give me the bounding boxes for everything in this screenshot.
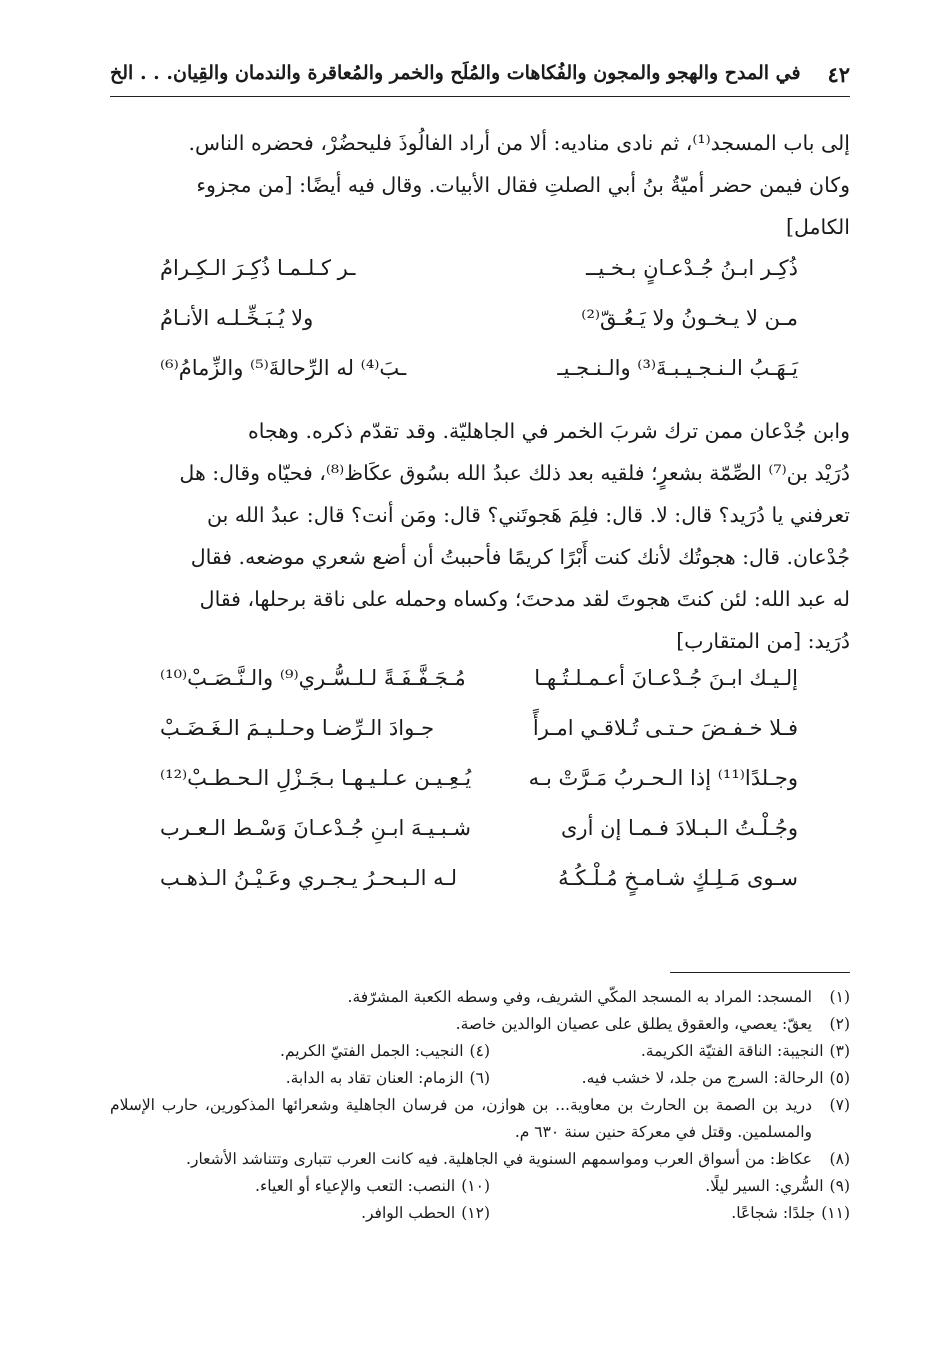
second-hemistich: جـوادَ الـرِّضـا وحـلـيـمَ الـغَـضَـبْ	[160, 716, 435, 740]
second-hemistich: ـبَ⁽⁴⁾ له الرِّحالةَ⁽⁵⁾ والزِّمامُ⁽⁶⁾	[160, 356, 407, 380]
footnote-separator	[670, 972, 850, 973]
first-hemistich: إلـيـك ابـنَ جُـدْعـانَ أعـمـلـتُـهـا	[534, 666, 798, 690]
footnote-text: النجيبة: الناقة الفتيّة الكريمة.	[640, 1042, 824, 1060]
footnote-text: الرحالة: السرج من جلد، لا خشب فيه.	[581, 1069, 824, 1087]
footnote-number: (٥)	[829, 1069, 850, 1087]
footnote-10	[255, 1173, 490, 1200]
footnote-6	[286, 1065, 490, 1092]
footnote-number: (٨)	[829, 1150, 850, 1168]
poem-2	[160, 666, 798, 916]
footnote-number: (٧)	[829, 1096, 850, 1114]
footnote-8	[110, 1146, 850, 1173]
footnote-pair-3-4	[110, 1038, 850, 1065]
prose-line: وابن جُدْعان ممن ترك شربَ الخمر في الجاهليّة. وقد تقدّم ذكره. وهجاه	[248, 419, 850, 443]
first-hemistich: يَـهَـبُ الـنـجـيـبـةَ⁽³⁾ والـنـجـيـ	[557, 356, 798, 380]
footnote-4	[280, 1038, 490, 1065]
footnote-text: النصب: التعب والإعياء أو العياء.	[255, 1177, 456, 1195]
first-hemistich: سـوى مَـلِـكٍ شـامـخٍ مُـلْـكُـهُ	[558, 866, 798, 890]
page-number: ٤٢	[827, 62, 850, 87]
second-hemistich: مُـجَـفَّـفَـةً لـلـسُّـري⁽⁹⁾ والـنَّـصَـبْ⁽¹⁰⁾	[160, 666, 466, 690]
prose-line: الكامل]	[785, 215, 850, 239]
footnote-2	[110, 1011, 850, 1038]
prose-line: له عبد الله: لئن كنتَ هجوتَ لقد مدحتَ؛ وكساه وحمله على ناقة برحلها، فقال	[199, 587, 850, 611]
second-hemistich: شـبـيـهَ ابـنِ جُـدْعـانَ وَسْـط الـعـرب	[160, 816, 472, 840]
footnote-11	[731, 1200, 850, 1227]
footnote-number: (١٢)	[461, 1204, 490, 1222]
footnote-pair-11-12	[110, 1200, 850, 1227]
verse-line	[160, 816, 798, 866]
footnote-text: المسجد: المراد به المسجد المكّي الشريف، وفي وسطه الكعبة المشرّفة.	[347, 988, 812, 1006]
prose-paragraph-2	[110, 410, 850, 662]
footnote-text: السُّري: السير ليلًا.	[705, 1177, 824, 1195]
footnote-9	[705, 1173, 850, 1200]
footnote-number: (٣)	[829, 1042, 850, 1060]
footnote-text: دريد بن الصمة بن الحارث بن معاوية... بن هوازن، من فرسان الجاهلية وشعرائها المذكورين، حارب الإسلام والمسلمين. وقتل في معركة حنين سنة ٦٣٠ م.	[110, 1096, 812, 1141]
prose-line: دُرَيد: [من المتقارب]	[676, 629, 850, 653]
prose-line: تعرفني يا دُرَيد؟ قال: لا. قال: فلِمَ هَجوتَني؟ قال: ومَن أنت؟ قال: عبدُ الله بن	[207, 503, 850, 527]
second-hemistich: ولا يُـبَـخِّـلـه الأنـامُ	[160, 306, 314, 330]
first-hemistich: فـلا خـفـضَ حـتـى تُـلاقـي امـرأً	[532, 716, 798, 740]
first-hemistich: وجُـلْـتُ الـبـلادَ فـمـا إن أرى	[560, 816, 798, 840]
footnote-number: (٤)	[469, 1042, 490, 1060]
footnote-5	[582, 1065, 850, 1092]
verse-line	[160, 666, 798, 716]
footnotes	[110, 984, 850, 1227]
second-hemistich: لـه الـبـحـرُ يـجـري وعَـيْـنُ الـذهـب	[160, 866, 457, 890]
prose-line: وكان فيمن حضر أميّةُ بنُ أبي الصلتِ فقال الأبيات. وقال فيه أيضًا: [من مجزوء	[196, 173, 850, 197]
header-rule	[110, 96, 850, 97]
footnote-text: يعقّ: يعصي، والعقوق يطلق على عصيان الوالدين خاصة.	[455, 1015, 812, 1033]
verse-line	[160, 716, 798, 766]
first-hemistich: مـن لا يـخـونُ ولا يَـعُـقّ⁽²⁾	[581, 306, 798, 330]
prose-line: دُرَيْد بن⁽⁷⁾ الصِّمّة بشعرٍ؛ فلقيه بعد ذلك عبدُ الله بسُوق عكَاظ⁽⁸⁾، فحيّاه وقال: هل	[179, 461, 850, 485]
footnote-12	[361, 1200, 490, 1227]
verse-line	[160, 256, 798, 306]
verse-line	[160, 766, 798, 816]
footnote-pair-9-10	[110, 1173, 850, 1200]
footnote-text: الزمام: العنان تقاد به الدابة.	[285, 1069, 464, 1087]
verse-line	[160, 306, 798, 356]
second-hemistich: يُـعِـيـن عـلـيـهـا بـجَـزْلِ الـحـطـبْ⁽¹²⁾	[160, 766, 472, 790]
footnote-7	[110, 1092, 850, 1146]
footnote-number: (٢)	[829, 1015, 850, 1033]
footnote-3	[641, 1038, 850, 1065]
first-hemistich: ذُكِـر ابـنُ جُـدْعـانٍ بـخـيــ	[586, 256, 798, 280]
poem-1	[160, 256, 798, 406]
verse-line	[160, 356, 798, 406]
footnote-number: (٦)	[469, 1069, 490, 1087]
second-hemistich: ـر كـلـمـا ذُكِـرَ الـكِـرامُ	[160, 256, 356, 280]
footnote-text: جلدًا: شجاعًا.	[731, 1204, 816, 1222]
running-title: في المدح والهجو والمجون والفُكاهات والمُلَح والخمر والمُعاقرة والندمان والقِيان. . . الخ	[110, 62, 801, 84]
prose-line: جُدْعان. قال: هجوتُك لأنك كنت أَبْرًا كريمًا فأحببتُ أن أضع شعري موضعه. فقال	[190, 545, 850, 569]
footnote-text: النجيب: الجمل الفتيّ الكريم.	[280, 1042, 464, 1060]
prose-line: إلى باب المسجد⁽¹⁾، ثم نادى مناديه: ألا من أراد الفالُوذَ فليحضُرْ، فحضره الناس.	[188, 131, 850, 155]
footnote-1	[110, 984, 850, 1011]
verse-line	[160, 866, 798, 916]
footnote-number: (١٠)	[461, 1177, 490, 1195]
footnote-number: (١١)	[821, 1204, 850, 1222]
footnote-pair-5-6	[110, 1065, 850, 1092]
first-hemistich: وجـلدًا⁽¹¹⁾ إذا الـحـربُ مَـرَّتْ بـه	[528, 766, 798, 790]
running-header	[110, 62, 850, 96]
footnote-text: الحطب الوافر.	[361, 1204, 456, 1222]
footnote-number: (١)	[829, 988, 850, 1006]
prose-paragraph-1	[110, 122, 850, 248]
footnote-number: (٩)	[829, 1177, 850, 1195]
footnote-text: عكاظ: من أسواق العرب ومواسمهم السنوية في الجاهلية. فيه كانت العرب تتبارى وتتناشد الأشعار.	[186, 1150, 812, 1168]
